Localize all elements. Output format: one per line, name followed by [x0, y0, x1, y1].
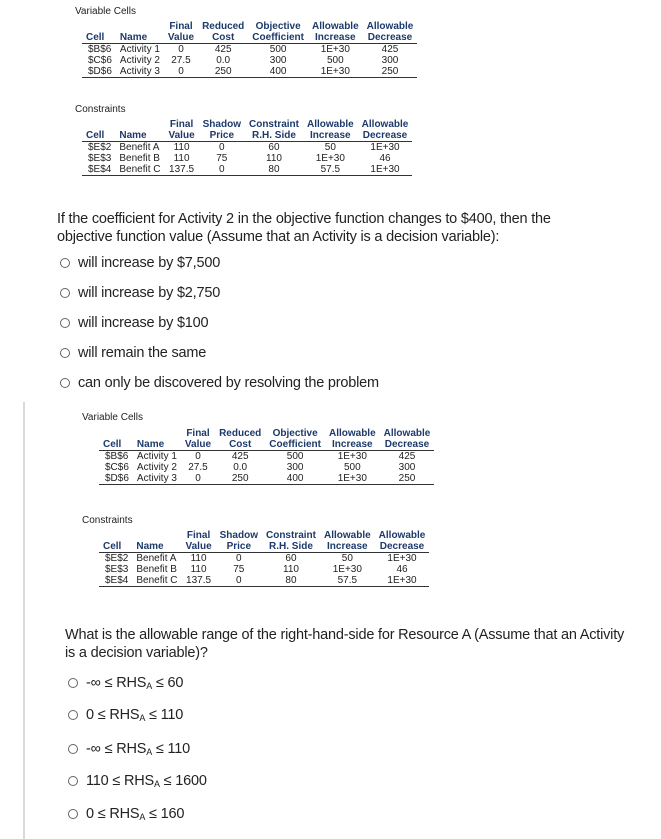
- question2-option[interactable]: [68, 806, 184, 822]
- question2-option[interactable]: [68, 773, 207, 789]
- table-cell: 0: [164, 66, 198, 78]
- report1-constraint-table: [82, 119, 412, 176]
- question2-text: What is the allowable range of the right-hand-side for Resource A (Assume that an Activity is a decision variable)?: [65, 627, 625, 661]
- table-cell: $E$2: [88, 142, 112, 153]
- question1-options: [60, 255, 460, 405]
- column-header: Allowable: [328, 428, 376, 439]
- report1-var-body: [82, 44, 417, 78]
- table-row: [82, 55, 417, 66]
- table-row: [82, 153, 412, 164]
- report2-constraint-table: [99, 530, 429, 587]
- table-cell: $E$3: [88, 153, 112, 164]
- question2-options: [68, 675, 468, 825]
- rhs-subscript: A: [146, 747, 153, 757]
- column-header: Cell: [82, 32, 116, 44]
- column-header: Allowable: [366, 21, 414, 32]
- column-header: Allowable: [311, 21, 359, 32]
- column-header: Constraint: [265, 530, 316, 541]
- column-header: Allowable: [361, 119, 409, 130]
- column-header: Decrease: [363, 32, 418, 44]
- le-symbol: ≤: [112, 773, 121, 789]
- table-cell: Benefit A: [136, 553, 177, 564]
- table-cell: 250: [363, 66, 418, 78]
- range-lower: 0: [86, 806, 94, 822]
- table-cell: 60: [285, 553, 297, 564]
- table-cell: 46: [379, 153, 391, 164]
- table-row: [99, 451, 434, 463]
- table-cell: 110: [190, 564, 207, 575]
- report2-variable-table: [99, 428, 434, 485]
- column-header: Decrease: [358, 130, 413, 142]
- table-row: [99, 564, 429, 575]
- table-cell: Benefit B: [119, 153, 160, 164]
- column-header: Shadow: [219, 530, 258, 541]
- table-row: [99, 575, 429, 587]
- le-symbol: ≤: [104, 741, 113, 757]
- report1-con-body: [82, 142, 412, 176]
- column-header: Value: [164, 32, 198, 44]
- table-cell: $C$6: [105, 462, 129, 473]
- table-cell: 60: [268, 142, 280, 153]
- option-label: will increase by $7,500: [78, 255, 221, 271]
- table-cell: 500: [343, 462, 361, 473]
- column-header: Constraint: [248, 119, 299, 130]
- table-cell: 50: [324, 142, 336, 153]
- radio-button[interactable]: [68, 678, 78, 688]
- table-cell: 0: [236, 553, 242, 564]
- column-header: Name: [133, 439, 181, 451]
- table-cell: 27.5: [188, 462, 208, 473]
- range-lower: 0: [86, 707, 94, 723]
- table-row: [99, 553, 429, 565]
- option-label: will increase by $2,750: [78, 285, 221, 301]
- column-header: Allowable: [378, 530, 426, 541]
- column-header: Cost: [198, 32, 248, 44]
- table-cell: 0: [181, 473, 215, 485]
- table-cell: Activity 1: [136, 451, 177, 462]
- report2-con-body: [99, 553, 429, 587]
- radio-button[interactable]: [68, 809, 78, 819]
- le-symbol: ≤: [97, 806, 106, 822]
- option-label: can only be discovered by resolving the problem: [78, 375, 379, 391]
- column-header: Coefficient: [248, 32, 308, 44]
- table-cell: 57.5: [303, 164, 358, 176]
- table-cell: 300: [398, 462, 416, 473]
- column-header: Name: [115, 130, 164, 142]
- column-header: Cell: [99, 439, 133, 451]
- range-upper: 110: [167, 741, 191, 757]
- column-header: [82, 21, 116, 32]
- table-cell: 1E+30: [387, 553, 417, 564]
- table-cell: 400: [248, 66, 308, 78]
- range-upper: 60: [167, 675, 184, 691]
- table-cell: 0.0: [233, 462, 248, 473]
- report2-con-header-top: [99, 530, 429, 541]
- column-header: Reduced: [219, 428, 262, 439]
- table-cell: 1E+30: [332, 564, 362, 575]
- table-cell: 0: [216, 575, 262, 587]
- rhs-var: RHS: [116, 675, 147, 691]
- table-cell: 1E+30: [308, 66, 363, 78]
- question2-option[interactable]: [68, 741, 190, 757]
- column-header: R.H. Side: [262, 541, 320, 553]
- rhs-subscript: A: [146, 681, 153, 691]
- column-header: Name: [116, 32, 164, 44]
- radio-button[interactable]: [68, 744, 78, 754]
- column-header: [99, 428, 133, 439]
- table-cell: $E$3: [105, 564, 129, 575]
- table-cell: $E$4: [99, 575, 132, 587]
- le-symbol: ≤: [104, 675, 113, 691]
- column-header: Objective: [272, 428, 318, 439]
- column-header: Value: [165, 130, 199, 142]
- question2-option[interactable]: [68, 707, 183, 723]
- report1-con-header-top: [82, 119, 412, 130]
- table-cell: 50: [341, 553, 353, 564]
- table-cell: 1E+30: [325, 473, 380, 485]
- rhs-subscript: A: [139, 713, 146, 723]
- table-cell: 46: [396, 564, 408, 575]
- table-cell: 110: [190, 553, 207, 564]
- rhs-var: RHS: [123, 773, 154, 789]
- table-cell: Activity 2: [119, 55, 160, 66]
- column-header: Cell: [82, 130, 115, 142]
- table-row: [99, 462, 434, 473]
- table-cell: 110: [173, 142, 190, 153]
- table-cell: 250: [380, 473, 435, 485]
- column-header: Name: [132, 541, 181, 553]
- column-header: Increase: [325, 439, 380, 451]
- rhs-subscript: A: [139, 812, 146, 822]
- column-header: Reduced: [202, 21, 245, 32]
- column-header: [82, 119, 115, 130]
- table-cell: Activity 3: [133, 473, 181, 485]
- table-cell: 110: [283, 564, 299, 575]
- radio-button[interactable]: [60, 348, 70, 358]
- rhs-var: RHS: [116, 741, 147, 757]
- report1-variable-cells-title: Variable Cells: [75, 6, 136, 17]
- option-label: will increase by $100: [78, 315, 209, 331]
- table-cell: 137.5: [182, 575, 216, 587]
- table-cell: $E$4: [82, 164, 115, 176]
- table-cell: 110: [173, 153, 190, 164]
- radio-button[interactable]: [60, 378, 70, 388]
- table-cell: $D$6: [99, 473, 133, 485]
- table-cell: 75: [233, 564, 245, 575]
- radio-button[interactable]: [68, 710, 78, 720]
- range-upper: 110: [160, 707, 184, 723]
- column-header: R.H. Side: [245, 130, 303, 142]
- table-cell: 1E+30: [315, 153, 345, 164]
- table-cell: 500: [286, 451, 304, 462]
- column-header: [116, 21, 164, 32]
- table-cell: 300: [286, 462, 304, 473]
- table-cell: $B$6: [105, 451, 129, 462]
- table-cell: 0: [219, 142, 225, 153]
- question1-option[interactable]: [60, 315, 208, 331]
- table-cell: 250: [215, 473, 265, 485]
- report1-var-header-bottom: [82, 32, 417, 44]
- table-cell: Activity 1: [119, 44, 160, 55]
- range-lower: -∞: [86, 741, 101, 757]
- table-cell: 300: [269, 55, 287, 66]
- table-cell: 500: [269, 44, 287, 55]
- radio-button[interactable]: [60, 288, 70, 298]
- le-symbol: ≤: [155, 741, 164, 757]
- table-cell: 0: [178, 44, 184, 55]
- range-upper: 160: [160, 806, 185, 822]
- column-header: Value: [182, 541, 216, 553]
- table-cell: $B$6: [88, 44, 112, 55]
- table-row: [82, 142, 412, 154]
- column-header: Increase: [308, 32, 363, 44]
- radio-button[interactable]: [68, 776, 78, 786]
- table-cell: 1E+30: [320, 44, 350, 55]
- report1-constraints-title: Constraints: [75, 104, 126, 115]
- table-cell: Benefit B: [136, 564, 177, 575]
- question1-option[interactable]: [60, 255, 220, 271]
- report1-con-header-bottom: [82, 130, 412, 142]
- le-symbol: ≤: [163, 773, 172, 789]
- table-cell: 425: [381, 44, 399, 55]
- table-cell: Benefit C: [132, 575, 181, 587]
- table-cell: 400: [265, 473, 325, 485]
- le-symbol: ≤: [155, 675, 164, 691]
- le-symbol: ≤: [149, 806, 157, 822]
- table-cell: 27.5: [171, 55, 191, 66]
- left-divider: [23, 402, 25, 839]
- table-cell: $C$6: [88, 55, 112, 66]
- table-cell: Benefit C: [115, 164, 164, 176]
- table-cell: 80: [262, 575, 320, 587]
- table-cell: 110: [266, 153, 282, 164]
- le-symbol: ≤: [149, 707, 157, 723]
- report2-con-header-bottom: [99, 541, 429, 553]
- table-cell: $E$2: [105, 553, 129, 564]
- table-row: [82, 44, 417, 56]
- table-cell: 75: [216, 153, 228, 164]
- table-cell: 0: [199, 164, 245, 176]
- column-header: Cost: [215, 439, 265, 451]
- table-row: [82, 66, 417, 78]
- report1-var-header-top: [82, 21, 417, 32]
- column-header: [99, 530, 132, 541]
- range-lower: -∞: [86, 675, 101, 691]
- table-cell: 425: [231, 451, 249, 462]
- column-header: Decrease: [375, 541, 430, 553]
- table-cell: 425: [214, 44, 232, 55]
- column-header: [133, 428, 181, 439]
- report2-constraints-title: Constraints: [82, 515, 133, 526]
- column-header: Shadow: [202, 119, 241, 130]
- column-header: Allowable: [306, 119, 354, 130]
- question1-option[interactable]: [60, 345, 206, 361]
- column-header: Price: [216, 541, 262, 553]
- table-row: [82, 164, 412, 176]
- table-cell: 137.5: [165, 164, 199, 176]
- le-symbol: ≤: [97, 707, 106, 723]
- table-cell: 425: [398, 451, 416, 462]
- column-header: [115, 119, 164, 130]
- column-header: Objective: [255, 21, 301, 32]
- column-header: Allowable: [323, 530, 371, 541]
- table-cell: 0.0: [216, 55, 231, 66]
- column-header: Final: [169, 21, 193, 32]
- column-header: [132, 530, 181, 541]
- table-cell: 0: [195, 451, 201, 462]
- table-cell: 1E+30: [358, 164, 413, 176]
- report2-var-header-bottom: [99, 439, 434, 451]
- column-header: Price: [199, 130, 245, 142]
- column-header: Increase: [320, 541, 375, 553]
- table-cell: Activity 3: [116, 66, 164, 78]
- table-cell: 80: [245, 164, 303, 176]
- column-header: Final: [169, 119, 194, 130]
- question2-option[interactable]: [68, 675, 183, 691]
- report1-variable-table: [82, 21, 417, 78]
- rhs-subscript: A: [154, 779, 160, 789]
- column-header: Final: [186, 530, 211, 541]
- radio-button[interactable]: [60, 258, 70, 268]
- report2-variable-cells-title: Variable Cells: [82, 412, 143, 423]
- table-row: [99, 473, 434, 485]
- question1-option[interactable]: [60, 285, 220, 301]
- table-cell: 57.5: [320, 575, 375, 587]
- range-lower: 110: [86, 773, 109, 789]
- column-header: Value: [181, 439, 215, 451]
- table-cell: 500: [326, 55, 344, 66]
- report2-var-header-top: [99, 428, 434, 439]
- rhs-var: RHS: [109, 806, 140, 822]
- question1-option[interactable]: [60, 375, 379, 391]
- radio-button[interactable]: [60, 318, 70, 328]
- column-header: Final: [186, 428, 210, 439]
- table-cell: Activity 2: [136, 462, 177, 473]
- table-cell: 1E+30: [370, 142, 400, 153]
- table-cell: $D$6: [82, 66, 116, 78]
- report2-var-body: [99, 451, 434, 485]
- column-header: Increase: [303, 130, 358, 142]
- question1-text: If the coefficient for Activity 2 in the objective function changes to $400, then the objective function value (Assume that an Activity is a decision variable):: [57, 211, 551, 245]
- table-cell: 250: [198, 66, 248, 78]
- rhs-var: RHS: [109, 707, 140, 723]
- table-cell: 300: [381, 55, 399, 66]
- table-cell: Benefit A: [119, 142, 160, 153]
- table-cell: 1E+30: [337, 451, 367, 462]
- column-header: Decrease: [380, 439, 435, 451]
- table-cell: 1E+30: [375, 575, 430, 587]
- column-header: Coefficient: [265, 439, 325, 451]
- column-header: Cell: [99, 541, 132, 553]
- option-label: will remain the same: [78, 345, 207, 361]
- column-header: Allowable: [383, 428, 431, 439]
- range-upper: 1600: [175, 773, 207, 789]
